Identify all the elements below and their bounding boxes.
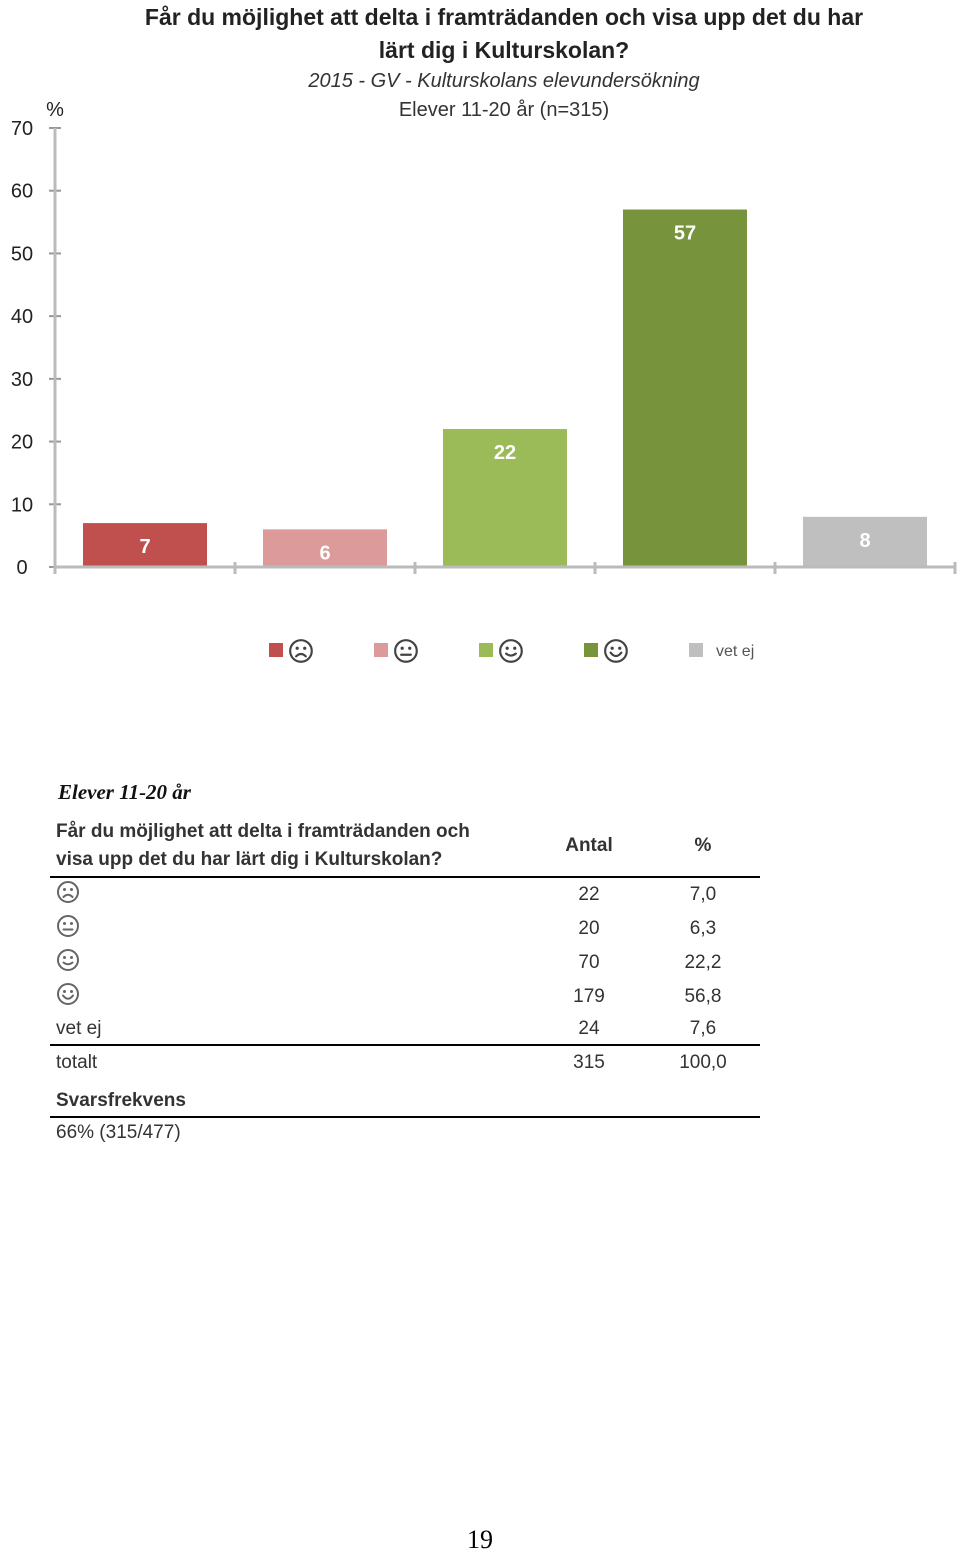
legend-swatch [374, 643, 388, 657]
chart-subtitle: 2015 - GV - Kulturskolans elevundersökning [308, 70, 700, 92]
y-tick-label: 40 [10, 306, 34, 329]
table-row [50, 980, 760, 1014]
y-axis-label: % [46, 99, 64, 121]
row-category [50, 877, 532, 912]
question-line1: Får du möjlighet att delta i framträdanden och [56, 821, 470, 842]
legend-swatch [269, 643, 283, 657]
big-smile-face-icon [56, 982, 80, 1012]
question-header [50, 816, 532, 877]
bar-chart [0, 0, 960, 700]
response-rate-title: Svarsfrekvens [50, 1088, 760, 1118]
y-tick-label: 10 [10, 494, 34, 517]
table-header-row [50, 816, 760, 877]
pct-header: % [694, 835, 712, 856]
chart-sample-size: Elever 11-20 år (n=315) [398, 99, 610, 121]
bar-value-label: 6 [319, 542, 331, 565]
chart-title-line2: lärt dig i Kulturskolan? [378, 37, 630, 63]
row-antal: 22 [578, 884, 600, 905]
table-row [50, 912, 760, 946]
y-tick-label: 30 [10, 368, 34, 391]
question-line2: visa upp det du har lärt dig i Kulturskolan? [56, 849, 443, 870]
bar-value-label: 8 [859, 529, 871, 552]
section-heading: Elever 11-20 år [58, 780, 191, 804]
legend-label: vet ej [716, 643, 755, 660]
y-tick-label: 70 [10, 118, 34, 140]
big-smile-face-icon [605, 640, 627, 662]
row-category [50, 1014, 532, 1045]
y-tick-label: 0 [16, 557, 28, 579]
y-tick-label: 60 [10, 180, 34, 203]
y-tick-label: 20 [10, 431, 34, 454]
row-pct: 56,8 [684, 986, 722, 1007]
bar-value-label: 22 [493, 442, 517, 465]
total-antal: 315 [573, 1052, 605, 1073]
legend-swatch [479, 643, 493, 657]
row-antal: 179 [573, 986, 605, 1007]
total-row [50, 1045, 760, 1078]
y-tick-label: 50 [10, 243, 34, 266]
row-antal: 24 [578, 1018, 600, 1039]
row-category [50, 980, 532, 1014]
frown-face-icon [56, 880, 80, 910]
legend-swatch [584, 643, 598, 657]
bar-value-label: 7 [139, 536, 151, 559]
row-pct: 7,0 [689, 884, 717, 905]
page-number: 19 [467, 1525, 493, 1554]
total-label: totalt [56, 1052, 98, 1073]
bar-4 [623, 210, 747, 567]
legend-swatch [689, 643, 703, 657]
frown-face-icon [290, 640, 312, 662]
row-category [50, 946, 532, 980]
response-rate [50, 1088, 760, 1148]
row-antal: 20 [578, 918, 600, 939]
row-pct: 7,6 [689, 1018, 717, 1039]
row-antal: 70 [578, 952, 600, 973]
row-label: vet ej [56, 1018, 102, 1039]
table-row [50, 1014, 760, 1045]
row-pct: 6,3 [689, 918, 717, 939]
chart-title-line1: Får du möjlighet att delta i framträdanden och visa upp det du har [144, 4, 864, 30]
antal-header: Antal [565, 835, 613, 856]
table-row [50, 946, 760, 980]
table-row [50, 877, 760, 912]
smile-face-icon [56, 948, 80, 978]
neutral-face-icon [56, 914, 80, 944]
neutral-face-icon [395, 640, 417, 662]
smile-face-icon [500, 640, 522, 662]
response-rate-value: 66% (315/477) [56, 1122, 181, 1143]
row-pct: 22,2 [684, 952, 722, 973]
row-category [50, 912, 532, 946]
total-pct: 100,0 [679, 1052, 727, 1073]
bar-value-label: 57 [673, 222, 697, 245]
response-table [50, 816, 760, 1078]
